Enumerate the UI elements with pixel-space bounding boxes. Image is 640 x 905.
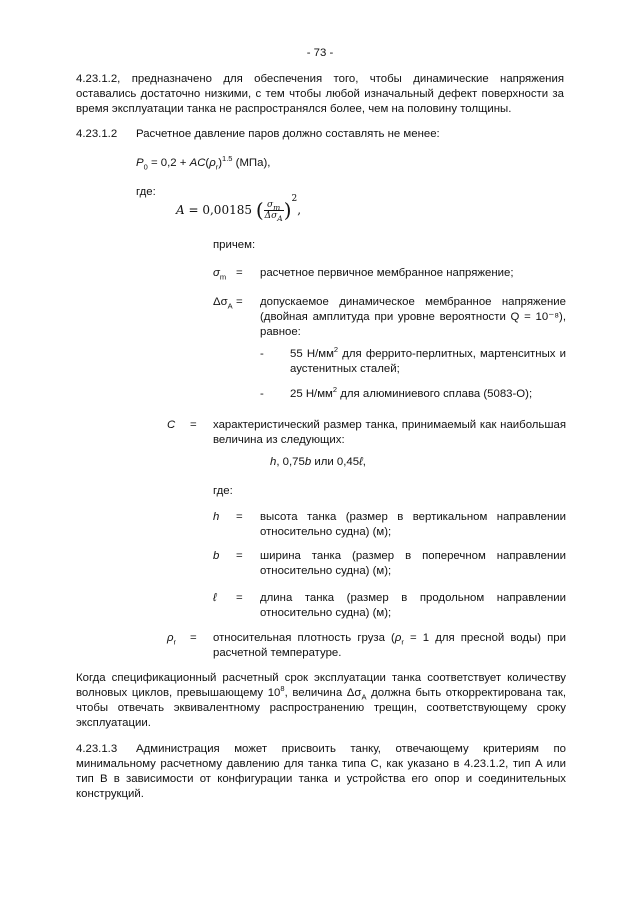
intro-paragraph: 4.23.1.2, предназначено для обеспечения того, чтобы динамические напряжения оставались достаточно низкими, с тем чтобы любой изначальный дефект поверхности за время эксплуатации танка не распространялся более, чем на половину толщины. [76, 73, 564, 115]
def-c-eq: = [190, 419, 197, 431]
fraction-numerator: σ [267, 200, 274, 210]
fraction-denominator: Δσ [264, 211, 278, 221]
def-c-text: характеристический размер танка, принимаемый как наибольшая величина из следующих: [213, 419, 566, 446]
where-label-1: где: [136, 186, 156, 198]
service-sym: Δσ [346, 687, 362, 699]
def-rho-text-b: = 1 для пресной воды) при расчетной температуре. [213, 632, 566, 659]
def-c-symbol [167, 418, 175, 433]
formula-p0-rho-sub: r [215, 162, 219, 172]
service-life-paragraph [76, 671, 566, 731]
dim-b-eq: = [236, 550, 243, 562]
formula-p0-ac: AC [189, 157, 206, 169]
bullet-1-dash: - [260, 348, 264, 360]
section-number-4-23-1-3: 4.23.1.3 [76, 743, 118, 755]
formula-p0-lhs-sub: 0 [143, 162, 148, 172]
formula-a: A = 0,00185 ( $\frac{\sigma_m}{\Delta\sigma_A}$ )$^2$, [176, 194, 302, 223]
c-values-end: , [362, 456, 366, 468]
service-sym-sub: A [361, 692, 367, 702]
dim-b-text: ширина танка (размер в поперечном направлении относительно судна) (м); [260, 550, 566, 577]
where-label-2: где: [213, 485, 233, 497]
whereby-label: причем: [213, 239, 256, 251]
section-4-23-1-3 [76, 742, 566, 802]
dim-h-symbol [213, 510, 219, 525]
def-rho-inline-sub: r [401, 637, 404, 647]
formula-p0-lhs: P [136, 157, 144, 169]
formula-p0 [136, 156, 270, 171]
formula-p0-exp: 1.5 [222, 154, 233, 164]
service-sup: 8 [280, 684, 285, 694]
formula-p0-paren-open: ( [205, 157, 210, 169]
dim-l-eq: = [236, 592, 243, 604]
def-rho-symbol [167, 631, 176, 646]
def-sigma-m-sym: σ [213, 267, 220, 279]
def-rho-sub: r [173, 637, 177, 647]
section-number-4-23-1-2: 4.23.1.2 [76, 128, 118, 140]
c-values-h: h [270, 456, 277, 468]
def-c-sym: C [167, 419, 176, 431]
def-rho-inline: ρ [394, 632, 402, 644]
def-delta-sigma-sym: Δσ [213, 296, 228, 308]
def-rho-text-a: относительная плотность груза ( [213, 632, 395, 644]
def-rho-sym: ρ [167, 632, 174, 644]
section-text-4-23-1-3: Администрация может присвоить танку, отвечающему критериям по минимальному расчетному давлению для танка типа C, как указано в 4.23.1.2, тип A или тип B в зависимости от конфигурации танка и устройства его опор и соединительных конструкций. [76, 743, 566, 800]
section-text-4-23-1-2: Расчетное давление паров должно составлять не менее: [136, 128, 440, 140]
bullet-1-rest: для феррито-перлитных, мартенситных и аустенитных сталей; [290, 348, 566, 375]
c-values-l: ℓ [359, 456, 363, 468]
def-sigma-m-text: расчетное первичное мембранное напряжение; [260, 267, 514, 279]
bullet-1-value: 55 Н/мм [290, 348, 334, 360]
dim-h-eq: = [236, 511, 243, 523]
def-sigma-m-symbol [213, 266, 226, 281]
c-values [270, 455, 366, 470]
def-delta-sigma-eq: = [236, 296, 243, 308]
bullet-2-dash: - [260, 388, 264, 400]
formula-p0-rho: ρ [209, 157, 216, 169]
c-values-b: b [304, 456, 312, 468]
bullet-1-text [290, 347, 566, 377]
dim-l-symbol [213, 591, 217, 606]
fraction-denominator-sub: A [277, 213, 283, 223]
def-sigma-m-sub: m [219, 272, 227, 282]
formula-p0-units: (МПа), [232, 157, 271, 169]
fraction-numerator-sub: m [273, 202, 281, 212]
def-delta-sigma-sub: A [227, 301, 233, 311]
def-sigma-m-eq: = [236, 267, 243, 279]
bullet-2-value: 25 Н/мм [290, 388, 333, 400]
dim-l-text: длина танка (размер в продольном направлении относительно судна) (м); [260, 592, 566, 619]
page-number: - 73 - [306, 47, 334, 59]
service-text-b: , величина [284, 687, 347, 699]
formula-a-comma: , [297, 203, 302, 217]
c-values-sep2: или 0,45 [311, 456, 360, 468]
formula-p0-paren-close: ) [218, 157, 223, 169]
formula-a-lhs: A [176, 203, 185, 217]
def-rho-eq: = [190, 632, 197, 644]
bullet-2-sup: 2 [332, 385, 338, 395]
c-values-sep1: , 0,75 [276, 456, 305, 468]
def-delta-sigma-symbol [213, 295, 233, 310]
def-rho-text [213, 631, 566, 661]
formula-a-exp: 2 [291, 194, 298, 204]
dim-b-symbol [213, 549, 219, 564]
formula-a-eq: = 0,00185 [184, 203, 252, 217]
bullet-1-sup: 2 [333, 345, 339, 355]
formula-p0-rhs-a: = 0,2 + [147, 157, 190, 169]
def-delta-sigma-text: допускаемое динамическое мембранное напряжение (двойная амплитуда при уровне вероятности Q = 10⁻⁸), равное: [260, 296, 566, 338]
bullet-2-rest: для алюминиевого сплава (5083-O); [337, 388, 533, 400]
dim-l-sym: ℓ [213, 592, 217, 604]
dim-h-text: высота танка (размер в вертикальном направлении относительно судна) (м); [260, 511, 566, 538]
formula-a-fraction [264, 200, 284, 221]
dim-b-sym: b [213, 550, 220, 562]
service-text-a: Когда спецификационный расчетный срок эксплуатации танка соответствует количеству волновых циклов, превышающему 10 [76, 672, 566, 699]
dim-h-sym: h [213, 511, 220, 523]
bullet-2-text [290, 387, 566, 402]
service-text-c: должна быть откорректирована так, чтобы отвечать эквивалентному распространению трещин, соответствующему сроку эксплуатации. [76, 687, 566, 729]
